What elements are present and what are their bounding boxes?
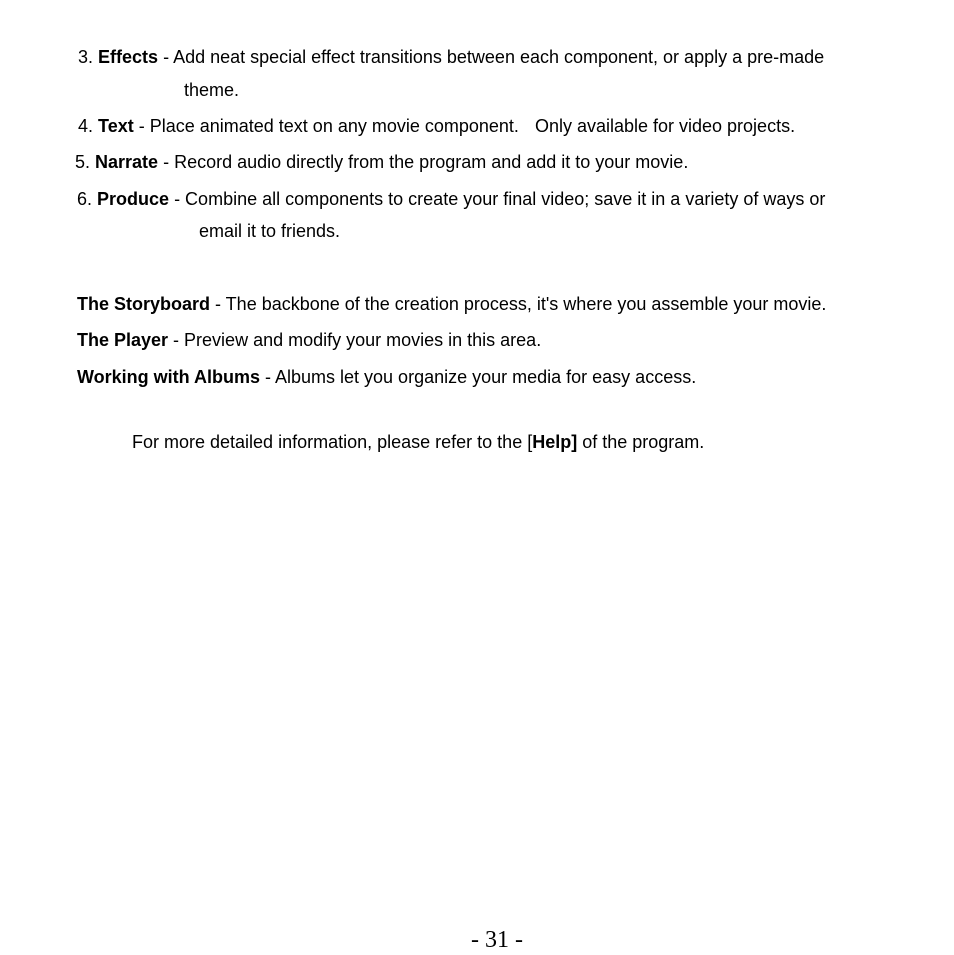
step-number: 6. <box>77 189 93 209</box>
step-description-continued: email it to friends. <box>199 221 341 241</box>
section-term: The Player <box>77 330 169 350</box>
step-term: Text <box>98 116 134 136</box>
step-description: - Record audio directly from the program and add it to your movie. <box>158 152 689 172</box>
help-note-after: of the program. <box>577 432 705 452</box>
section-storyboard <box>77 293 826 315</box>
step-narrate <box>75 151 688 173</box>
step-number: 5. <box>75 152 91 172</box>
step-number: 3. <box>78 47 94 67</box>
section-player <box>77 329 541 351</box>
step-effects <box>78 46 824 68</box>
section-term: Working with Albums <box>77 367 260 387</box>
step-number: 4. <box>78 116 94 136</box>
step-term: Effects <box>98 47 159 67</box>
section-term: The Storyboard <box>77 294 211 314</box>
step-produce-continuation <box>199 220 340 242</box>
step-description-continued: theme. <box>184 80 240 100</box>
section-description: - Preview and modify your movies in this area. <box>168 330 542 350</box>
section-albums <box>77 366 696 388</box>
help-note <box>132 431 704 453</box>
help-note-bold: Help] <box>532 432 578 452</box>
step-term: Produce <box>97 189 170 209</box>
step-term: Narrate <box>95 152 159 172</box>
step-description: - Add neat special effect transitions between each component, or apply a pre-made <box>158 47 825 67</box>
page-number: - 31 - <box>471 927 523 953</box>
step-description: - Combine all components to create your final video; save it in a variety of ways or <box>169 189 826 209</box>
step-description-extra: Only available for video projects. <box>534 116 796 136</box>
step-produce <box>77 188 825 210</box>
step-text <box>78 115 795 137</box>
step-effects-continuation <box>184 79 239 101</box>
section-description: - Albums let you organize your media for easy access. <box>260 367 697 387</box>
help-note-before: For more detailed information, please refer to the [ <box>132 432 533 452</box>
section-description: - The backbone of the creation process, it's where you assemble your movie. <box>210 294 827 314</box>
step-description: - Place animated text on any movie component. <box>133 116 519 136</box>
